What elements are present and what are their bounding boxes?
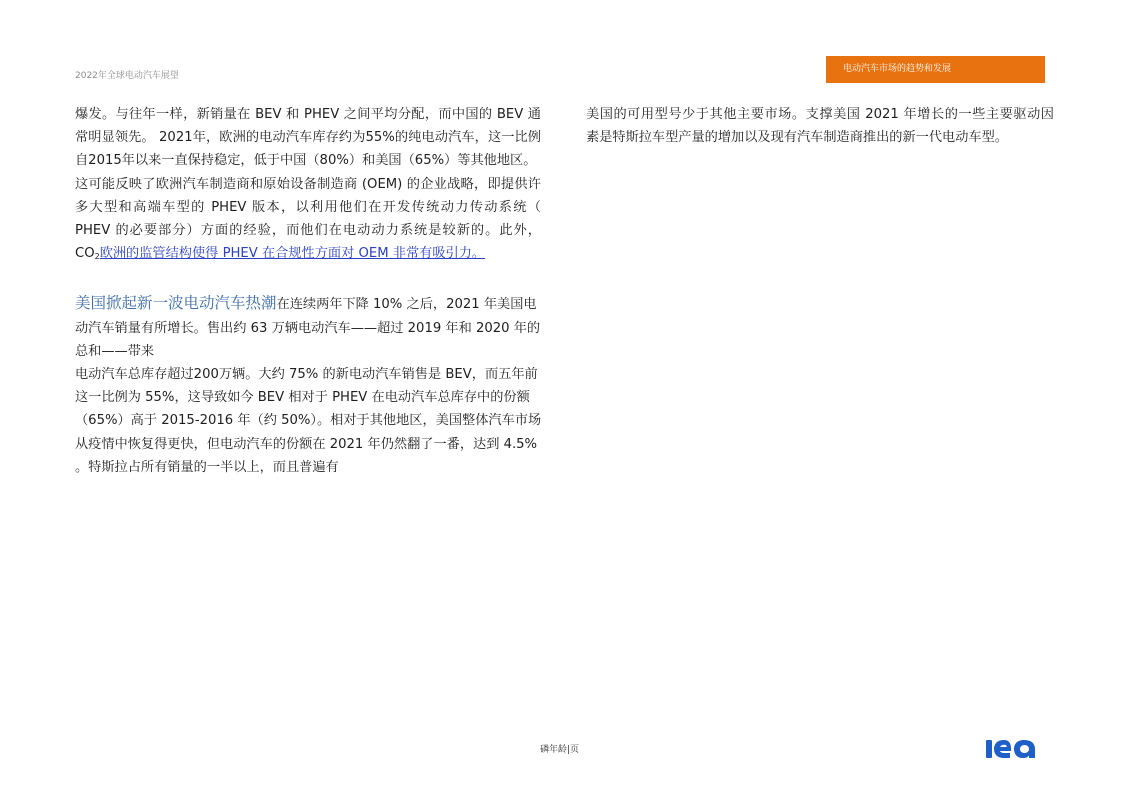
- text-line: 电动汽车总库存超过200万辆。大约 75% 的新电动汽车销售是 BEV，而五年前: [75, 367, 538, 383]
- text-line: 自2015年以来一直保持稳定，低于中国（80%）和美国（65%）等其他地区。: [75, 153, 537, 169]
- co2-subscript: 2: [94, 252, 100, 262]
- section-heading: 美国掀起新一波电动汽车热潮: [75, 294, 277, 313]
- text-line: 动汽车销量有所增长。售出约 63 万辆电动汽车——超过 2019 年和 2020 年的: [75, 320, 541, 336]
- text-line: 素是特斯拉车型产量的增加以及现有汽车制造商推出的新一代电动车型。: [586, 130, 1008, 146]
- report-title: 2022年全球电动汽车展望: [75, 71, 179, 81]
- regulation-link[interactable]: 欧洲的监管结构使得 PHEV 在合规性方面对 OEM 非常有吸引力。: [99, 246, 486, 262]
- paragraph-usa-continued: [586, 103, 1054, 149]
- paragraph-usa: [75, 292, 541, 479]
- text-line: 。特斯拉占所有销量的一半以上，而且普遍有: [75, 459, 339, 475]
- text-line: 常明显领先。 2021年，欧洲的电动汽车库存约为55%的纯电动汽车，这一比例: [75, 130, 541, 146]
- text-line: PHEV 的必要部分）方面的经验，而他们在电动动力系统是较新的。此外，: [75, 223, 541, 239]
- text-line: [75, 292, 541, 316]
- text-line: [75, 242, 541, 268]
- co2-label: CO: [75, 246, 95, 262]
- right-column: [586, 103, 1054, 149]
- page-number: 磷年龄|页: [540, 745, 580, 755]
- text-line: 总和——带来: [75, 343, 155, 359]
- text-line: （65%）高于 2015-2016 年（约 50%）。相对于其他地区，美国整体汽车市场: [75, 413, 542, 429]
- text-line: 爆发。与往年一样，新销量在 BEV 和 PHEV 之间平均分配，而中国的 BEV 通: [75, 107, 541, 122]
- text-line: 从疫情中恢复得更快，但电动汽车的份额在 2021 年仍然翻了一番，达到 4.5%: [75, 436, 538, 452]
- iea-logo: [984, 732, 1048, 760]
- heading-continuation: 在连续两年下降 10% 之后，2021 年美国电: [276, 297, 537, 313]
- text-line: 多大型和高端车型的 PHEV 版本，以利用他们在开发传统动力传动系统（: [75, 199, 541, 215]
- text-line: 美国的可用型号少于其他主要市场。支撑美国 2021 年增长的一些主要驱动因: [586, 107, 1054, 122]
- text-line: 这一比例为 55%，这导致如今 BEV 相对于 PHEV 在电动汽车总库存中的份额: [75, 390, 530, 406]
- paragraph-europe: [75, 103, 541, 268]
- section-tag: 电动汽车市场的趋势和发展: [826, 56, 1045, 83]
- text-line: 这可能反映了欧洲汽车制造商和原始设备制造商 (OEM) 的企业战略，即提供许: [75, 176, 541, 192]
- left-column: [75, 103, 541, 479]
